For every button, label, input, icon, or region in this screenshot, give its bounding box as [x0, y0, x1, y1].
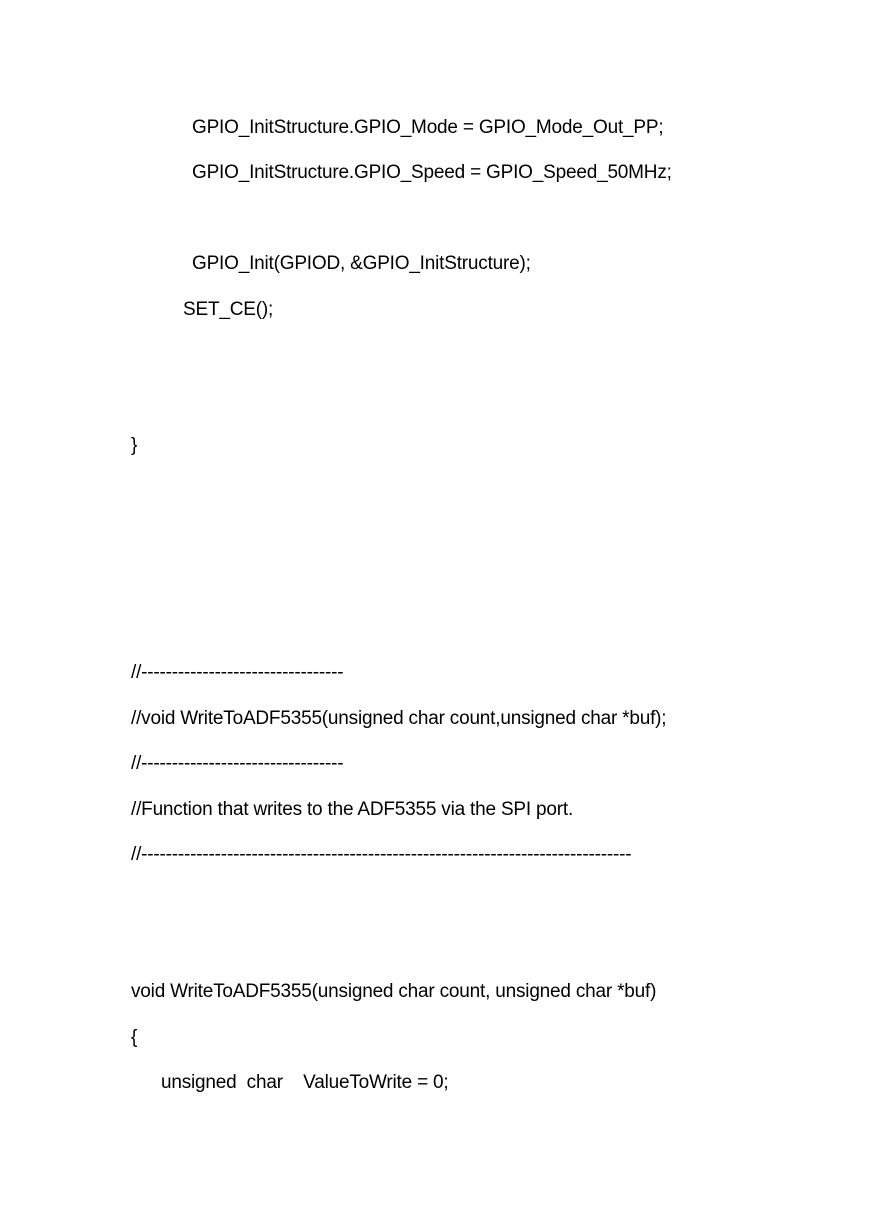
comment-line: //Function that writes to the ADF5355 via the SPI port. [131, 799, 574, 820]
code-line: GPIO_Init(GPIOD, &GPIO_InitStructure); [192, 253, 531, 274]
code-line: GPIO_InitStructure.GPIO_Speed = GPIO_Speed_50MHz; [192, 162, 672, 183]
code-line: unsigned char ValueToWrite = 0; [161, 1072, 449, 1093]
code-line: GPIO_InitStructure.GPIO_Mode = GPIO_Mode_Out_PP; [192, 117, 664, 138]
comment-line: //--------------------------------- [131, 662, 344, 683]
code-line: } [131, 435, 138, 456]
comment-line: //--------------------------------- [131, 753, 344, 774]
code-line: SET_CE(); [183, 299, 274, 320]
code-line: void WriteToADF5355(unsigned char count, unsigned char *buf) [131, 981, 657, 1002]
comment-line: //-------------------------------------------------------------------------------- [131, 844, 632, 865]
code-line: { [131, 1027, 138, 1048]
comment-line: //void WriteToADF5355(unsigned char count,unsigned char *buf); [131, 708, 667, 729]
